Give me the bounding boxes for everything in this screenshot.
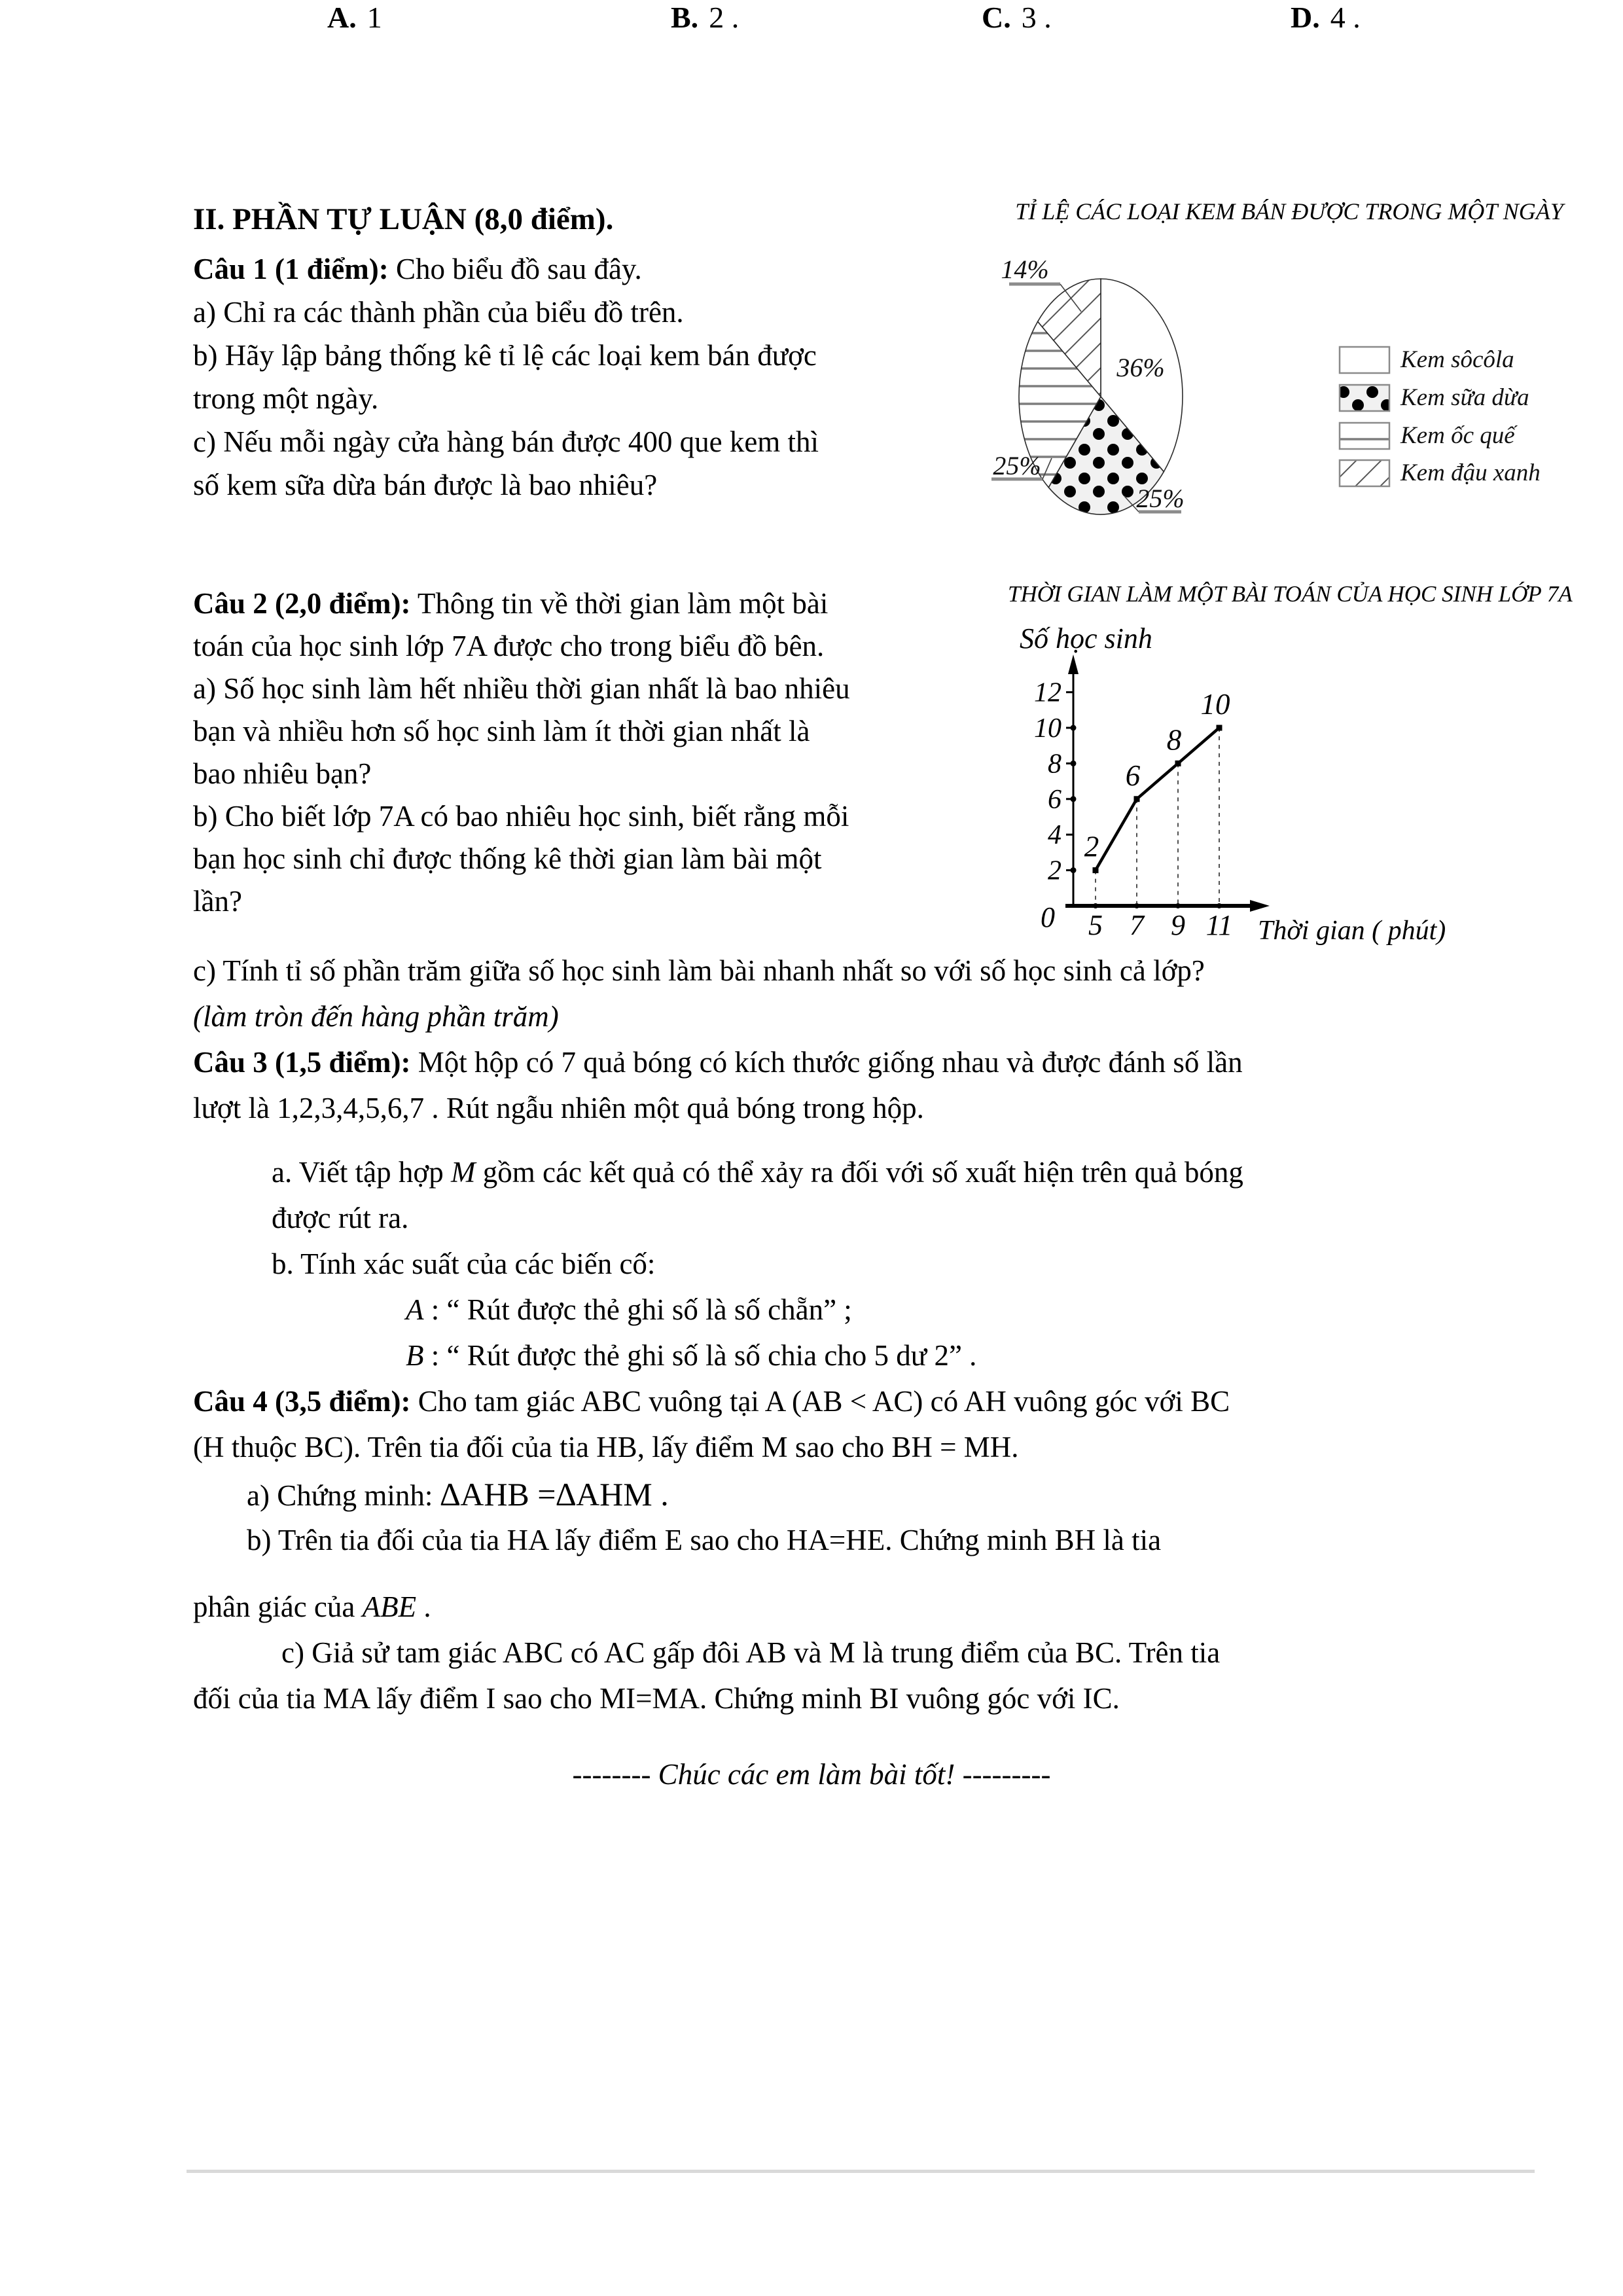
cau4-line-a [247,1471,1161,1517]
option-c-letter: C. [982,1,1011,34]
cau1-line-b2: trong một ngày. [193,382,379,415]
option-d-letter: D. [1291,1,1320,34]
svg-text:Kem đậu xanh: Kem đậu xanh [1400,459,1541,486]
svg-text:Kem sôcôla: Kem sôcôla [1400,346,1514,373]
cau4-angle-name: ABE [362,1590,417,1623]
cau1-line-b: b) Hãy lập bảng thống kê tỉ lệ các loại kem bán được [193,339,817,372]
pie-chart-figure [962,183,1616,550]
svg-text:5: 5 [1088,909,1103,941]
section-heading: II. PHẦN TỰ LUẬN (8,0 điểm). [193,202,614,236]
svg-text:9: 9 [1171,909,1185,941]
line-chart-title: THỜI GIAN LÀM MỘT BÀI TOÁN CỦA HỌC SINH LỚP 7A [1008,581,1573,607]
event-b-name: B [406,1339,424,1372]
svg-text:2: 2 [1084,830,1099,863]
cau2-line-a3: bao nhiêu bạn? [193,757,372,790]
svg-text:0: 0 [1041,901,1055,933]
cau4-line-c2: đối của tia MA lấy điểm I sao cho MI=MA. Chứng minh BI vuông góc với IC. [193,1682,1120,1715]
bottom-divider [187,2170,1535,2173]
svg-text:6: 6 [1125,759,1141,792]
event-b-text: : “ Rút được thẻ ghi số là số chia cho 5 dư 2” . [423,1339,977,1372]
cau4-label: Câu 4 (3,5 điểm): [193,1385,411,1418]
svg-text:6: 6 [1048,784,1061,815]
cau3-block [193,1039,1243,1131]
option-c [982,0,1052,35]
cau2-line-c-note: (làm tròn đến hàng phần trăm) [193,1000,559,1033]
cau3-sub-block [272,1149,1243,1287]
line-chart [1008,569,1610,949]
cau4-line-c: c) Giả sử tam giác ABC có AC gấp đôi AB và M là trung điểm của BC. Trên tia [281,1636,1221,1669]
pie-chart [962,183,1616,550]
cau2-line-b: b) Cho biết lớp 7A có bao nhiêu học sinh, biết rằng mỗi [193,800,849,833]
cau4-sub-block [247,1471,1161,1563]
cau2-label: Câu 2 (2,0 điểm): [193,587,411,620]
cau4-line2: (H thuộc BC). Trên tia đối của tia HB, lấy điểm M sao cho BH = MH. [193,1431,1019,1463]
cau2-line-a2: bạn và nhiều hơn số học sinh làm ít thời gian nhất là [193,715,810,747]
svg-text:36%: 36% [1116,353,1165,382]
cau4-block [193,1378,1230,1470]
cau3-a-post: gồm các kết quả có thể xảy ra đối với số xuất hiện trên quả bóng [475,1156,1243,1189]
cau1-label: Câu 1 (1 điểm): [193,253,389,285]
cau3-line-a [272,1149,1243,1195]
cau3-line-b: b. Tính xác suất của các biến cố: [272,1247,656,1280]
cau3-set-name: M [450,1156,476,1189]
option-c-value: 3 . [1021,1,1052,34]
option-d-value: 4 . [1330,1,1361,34]
cau1-line-c2: số kem sữa dừa bán được là bao nhiêu? [193,469,658,501]
cau1-block [193,247,819,507]
line-chart-xlabel: Thời gian ( phút) [1258,916,1446,946]
svg-text:25%: 25% [1136,484,1185,513]
svg-text:12: 12 [1034,677,1061,708]
option-d [1291,0,1361,35]
cau4-intro: Cho tam giác ABC vuông tại A (AB < AC) có AH vuông góc với BC [418,1385,1230,1418]
event-b-line [406,1333,976,1378]
option-a [327,0,382,35]
cau2-line-b3: lần? [193,885,242,918]
cau4-pg-pre: phân giác của [193,1590,363,1623]
cau4-c-block [281,1630,1220,1676]
cau4-a-formula: ∆AHB =∆AHM . [440,1476,669,1513]
event-a-name: A [406,1293,424,1326]
cau4-pg-line [193,1584,431,1630]
cau1-line-a: a) Chỉ ra các thành phần của biểu đồ trên. [193,296,684,329]
svg-text:2: 2 [1048,855,1061,886]
answer-options-row [0,0,1623,43]
cau1-line-c: c) Nếu mỗi ngày cửa hàng bán được 400 que kem thì [193,425,819,458]
cau4-line-b: b) Trên tia đối của tia HA lấy điểm E sao cho HA=HE. Chứng minh BH là tia [247,1524,1162,1556]
svg-text:Kem sữa dừa: Kem sữa dừa [1400,384,1529,411]
cau1-intro: Cho biểu đồ sau đây. [395,253,642,285]
option-a-value: 1 [366,1,382,34]
svg-text:10: 10 [1034,713,1061,744]
cau3-intro-line [193,1039,1243,1085]
cau3-events-block [406,1287,976,1378]
cau2-line-c: c) Tính tỉ số phần trăm giữa số học sinh làm bài nhanh nhất so với số học sinh cả lớp? [193,954,1205,987]
cau2c-block [193,948,1205,1039]
svg-text:14%: 14% [1001,255,1049,284]
cau4-pg-post: . [416,1590,431,1623]
svg-text:7: 7 [1130,909,1144,941]
cau3-a-pre: a. Viết tập hợp [272,1156,451,1189]
line-chart-figure [1008,569,1610,949]
cau2-line-b2: bạn học sinh chỉ được thống kê thời gian làm bài một [193,842,822,875]
cau2-line2: toán của học sinh lớp 7A được cho trong biểu đồ bên. [193,630,825,662]
event-a-line [406,1287,976,1333]
svg-text:8: 8 [1048,749,1061,780]
svg-text:4: 4 [1048,820,1061,851]
cau2-intro-line [193,583,850,625]
cau4-intro-line [193,1378,1230,1424]
cau2-intro: Thông tin về thời gian làm một bài [417,587,829,620]
pie-chart-title: TỈ LỆ CÁC LOẠI KEM BÁN ĐƯỢC TRONG MỘT NGÀY [1015,198,1563,224]
footer-wish: -------- Chúc các em làm bài tốt! --------- [572,1758,1051,1791]
event-a-text: : “ Rút được thẻ ghi số là số chẵn” ; [423,1293,852,1326]
cau4-pg-block [193,1584,431,1630]
cau2-line-a: a) Số học sinh làm hết nhiều thời gian nhất là bao nhiêu [193,672,850,705]
cau4-c2-block [193,1676,1120,1721]
option-b-letter: B. [671,1,699,34]
svg-text:11: 11 [1205,909,1233,941]
cau2-block [193,583,850,923]
option-b-value: 2 . [709,1,740,34]
cau3-intro: Một hộp có 7 quả bóng có kích thước giống nhau và được đánh số lần [418,1046,1243,1079]
option-b [671,0,739,35]
cau1-intro-line [193,247,819,291]
cau3-line2: lượt là 1,2,3,4,5,6,7 . Rút ngẫu nhiên một quả bóng trong hộp. [193,1092,924,1124]
svg-text:25%: 25% [993,451,1041,480]
option-a-letter: A. [327,1,357,34]
cau3-label: Câu 3 (1,5 điểm): [193,1046,411,1079]
svg-text:10: 10 [1200,688,1230,721]
cau4-a-pre: a) Chứng minh: [247,1479,440,1512]
line-chart-ylabel: Số học sinh [1020,622,1152,655]
cau3-line-a2: được rút ra. [272,1202,409,1234]
svg-text:Kem ốc quế: Kem ốc quế [1400,422,1515,449]
svg-text:8: 8 [1166,723,1182,757]
